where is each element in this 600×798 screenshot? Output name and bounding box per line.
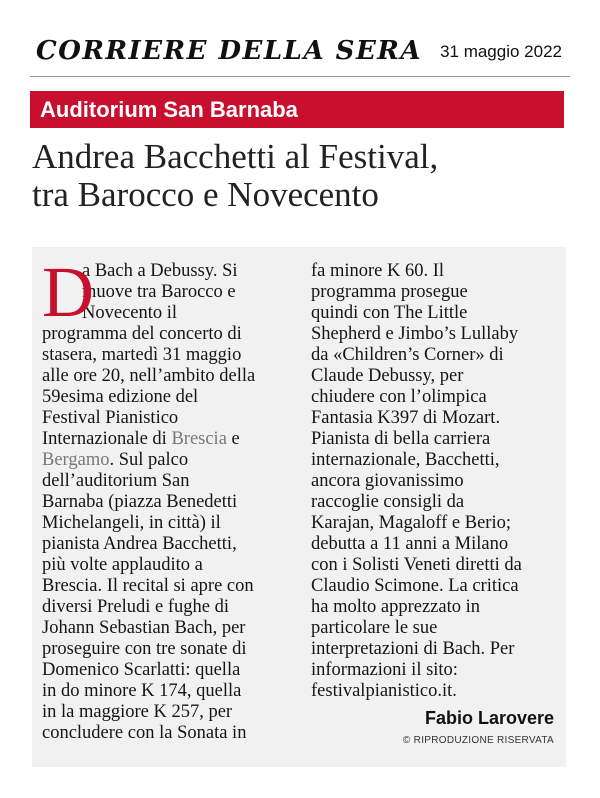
text-line: diversi Preludi e fughe di bbox=[42, 597, 230, 617]
text-line: in do minore K 174, quella bbox=[42, 681, 242, 701]
text-line: interpretazioni di Bach. Per bbox=[311, 639, 515, 659]
text-line: programma prosegue bbox=[311, 282, 468, 302]
text-line: Karajan, Magaloff e Berio; bbox=[311, 513, 511, 533]
text-line: programma del concerto di bbox=[42, 324, 242, 344]
text-line bbox=[42, 429, 307, 450]
masthead-rule bbox=[30, 76, 570, 77]
article-column-1 bbox=[42, 252, 307, 744]
text-line: ancora giovanissimo bbox=[311, 471, 464, 491]
text-line: particolare le sue bbox=[311, 618, 438, 638]
drop-cap: D bbox=[42, 252, 94, 332]
text-line bbox=[42, 450, 307, 471]
text-line: in la maggiore K 257, per bbox=[42, 702, 233, 722]
article-column-2 bbox=[311, 261, 559, 702]
text-line: Barnaba (piazza Benedetti bbox=[42, 492, 238, 512]
text-line: debutta a 11 anni a Milano bbox=[311, 534, 509, 554]
text-line: quindi con The Little bbox=[311, 303, 468, 323]
kicker-banner: Auditorium San Barnaba bbox=[30, 91, 564, 128]
text-line: proseguire con tre sonate di bbox=[42, 639, 247, 659]
text-line: muove tra Barocco e bbox=[82, 282, 236, 302]
text-line: 59esima edizione del bbox=[42, 387, 199, 407]
text-line: fa minore K 60. Il bbox=[311, 261, 445, 281]
headline-line: Andrea Bacchetti al Festival, bbox=[32, 137, 439, 176]
location-tag: Bergamo bbox=[42, 450, 110, 470]
text-line: informazioni il sito: bbox=[311, 660, 458, 680]
text-line: Domenico Scarlatti: quella bbox=[42, 660, 241, 680]
text-line: alle ore 20, nell’ambito della bbox=[42, 366, 256, 386]
text-line: ha molto apprezzato in bbox=[311, 597, 481, 617]
article-box bbox=[32, 247, 566, 767]
text-line: dell’auditorium San bbox=[42, 471, 190, 491]
text-fragment: Internazionale di bbox=[42, 429, 172, 449]
text-line: Johann Sebastian Bach, per bbox=[42, 618, 246, 638]
text-line: Claudio Scimone. La critica bbox=[311, 576, 519, 596]
text-line: a Bach a Debussy. Si bbox=[82, 261, 238, 281]
text-line: Novecento il bbox=[82, 303, 178, 323]
text-line: concludere con la Sonata in bbox=[42, 723, 247, 743]
text-line: Pianista di bella carriera bbox=[311, 429, 491, 449]
text-fragment: e bbox=[226, 429, 240, 449]
byline: Fabio Larovere bbox=[424, 708, 554, 728]
headline bbox=[32, 138, 572, 214]
text-line: chiudere con l’olimpica bbox=[311, 387, 487, 407]
text-line: Brescia. Il recital si apre con bbox=[42, 576, 254, 596]
masthead-logo: CORRIERE DELLA SERA bbox=[36, 36, 423, 66]
text-line: Shepherd e Jimbo’s Lullaby bbox=[311, 324, 519, 344]
text-line: raccoglie consigli da bbox=[311, 492, 465, 512]
text-line: Michelangeli, in città) il bbox=[42, 513, 221, 533]
text-line: da «Children’s Corner» di bbox=[311, 345, 504, 365]
location-tag: Brescia bbox=[171, 429, 227, 449]
publication-date: 31 maggio 2022 bbox=[440, 42, 562, 61]
text-line: pianista Andrea Bacchetti, bbox=[42, 534, 237, 554]
text-line: Fantasia K397 di Mozart. bbox=[311, 408, 501, 428]
copyright-notice: © RIPRODUZIONE RISERVATA bbox=[402, 735, 554, 746]
text-line: Claude Debussy, per bbox=[311, 366, 464, 386]
text-line: più volte applaudito a bbox=[42, 555, 203, 575]
text-line: internazionale, Bacchetti, bbox=[311, 450, 500, 470]
headline-line: tra Barocco e Novecento bbox=[32, 175, 379, 214]
text-fragment: . Sul palco bbox=[109, 450, 189, 470]
text-line: Festival Pianistico bbox=[42, 408, 179, 428]
text-line: stasera, martedì 31 maggio bbox=[42, 345, 242, 365]
website-link-text: festivalpianistico.it. bbox=[311, 681, 457, 701]
text-line: con i Solisti Veneti diretti da bbox=[311, 555, 522, 575]
